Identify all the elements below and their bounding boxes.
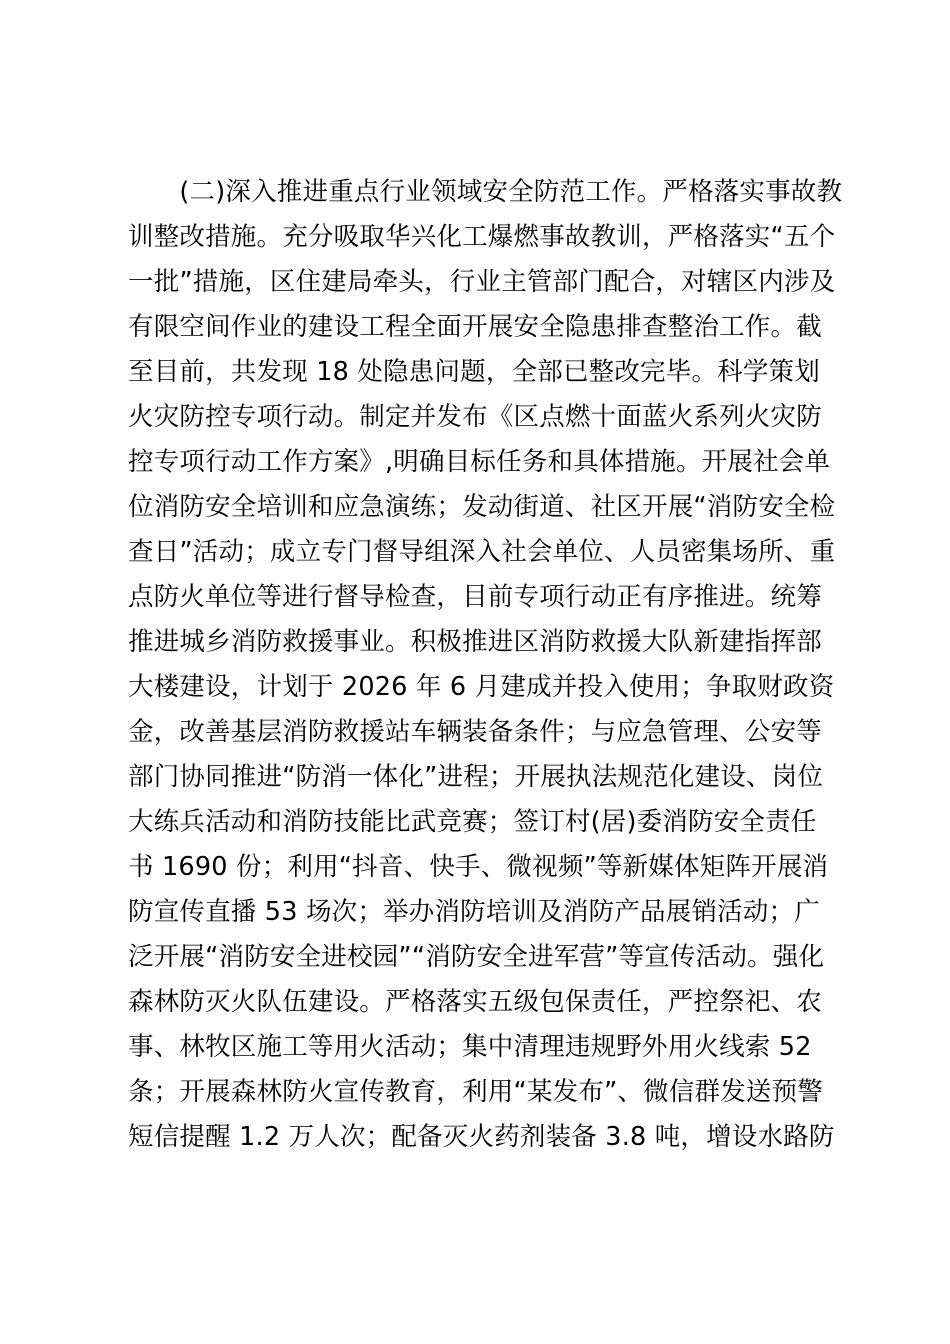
text-line: 金，改善基层消防救援站车辆装备条件；与应急管理、公安等 bbox=[128, 717, 822, 747]
text-line: 点防火单位等进行督导检查，目前专项行动正有序推进。统筹 bbox=[128, 582, 822, 612]
text-line: 位消防安全培训和应急演练；发动街道、社区开展“消防安全检 bbox=[128, 492, 836, 522]
body-paragraph bbox=[128, 170, 848, 1160]
text-line: 至目前，共发现 18 处隐患问题，全部已整改完毕。科学策划 bbox=[128, 357, 820, 387]
text-line: 有限空间作业的建设工程全面开展安全隐患排查整治工作。截 bbox=[128, 312, 822, 342]
text-line: 短信提醒 1.2 万人次；配备灭火药剂装备 3.8 吨，增设水路防 bbox=[128, 1122, 835, 1152]
text-line: 防宣传直播 53 场次；举办消防培训及消防产品展销活动；广 bbox=[128, 897, 820, 927]
text-line: 一批”措施，区住建局牵头，行业主管部门配合，对辖区内涉及 bbox=[128, 267, 836, 297]
text-line: 泛开展“消防安全进校园”“消防安全进军营”等宣传活动。强化 bbox=[128, 942, 825, 972]
text-line: 条；开展森林防火宣传教育，利用“某发布”、微信群发送预警 bbox=[128, 1077, 824, 1107]
text-line: 大练兵活动和消防技能比武竞赛；签订村(居)委消防安全责任 bbox=[128, 807, 817, 837]
text-line: 训整改措施。充分吸取华兴化工爆燃事故教训，严格落实“五个 bbox=[128, 222, 836, 252]
text-line: 部门协同推进“防消一体化”进程；开展执法规范化建设、岗位 bbox=[128, 762, 824, 792]
text-line: 查日”活动；成立专门督导组深入社会单位、人员密集场所、重 bbox=[128, 537, 836, 567]
text-line: 书 1690 份；利用“抖音、快手、微视频”等新媒体矩阵开展消 bbox=[128, 852, 829, 882]
text-line: 大楼建设，计划于 2026 年 6 月建成并投入使用；争取财政资 bbox=[128, 672, 835, 702]
text-line: 火灾防控专项行动。制定并发布《区点燃十面蓝火系列火灾防 bbox=[128, 402, 822, 432]
text-line: 森林防灭火队伍建设。严格落实五级包保责任，严控祭祀、农 bbox=[128, 987, 822, 1017]
text-line: 事、林牧区施工等用火活动；集中清理违规野外用火线索 52 bbox=[128, 1032, 812, 1062]
text-line: (二)深入推进重点行业领域安全防范工作。严格落实事故教 bbox=[128, 177, 843, 207]
text-line: 推进城乡消防救援事业。积极推进区消防救援大队新建指挥部 bbox=[128, 627, 822, 657]
text-line: 控专项行动工作方案》,明确目标任务和具体措施。开展社会单 bbox=[128, 447, 831, 477]
